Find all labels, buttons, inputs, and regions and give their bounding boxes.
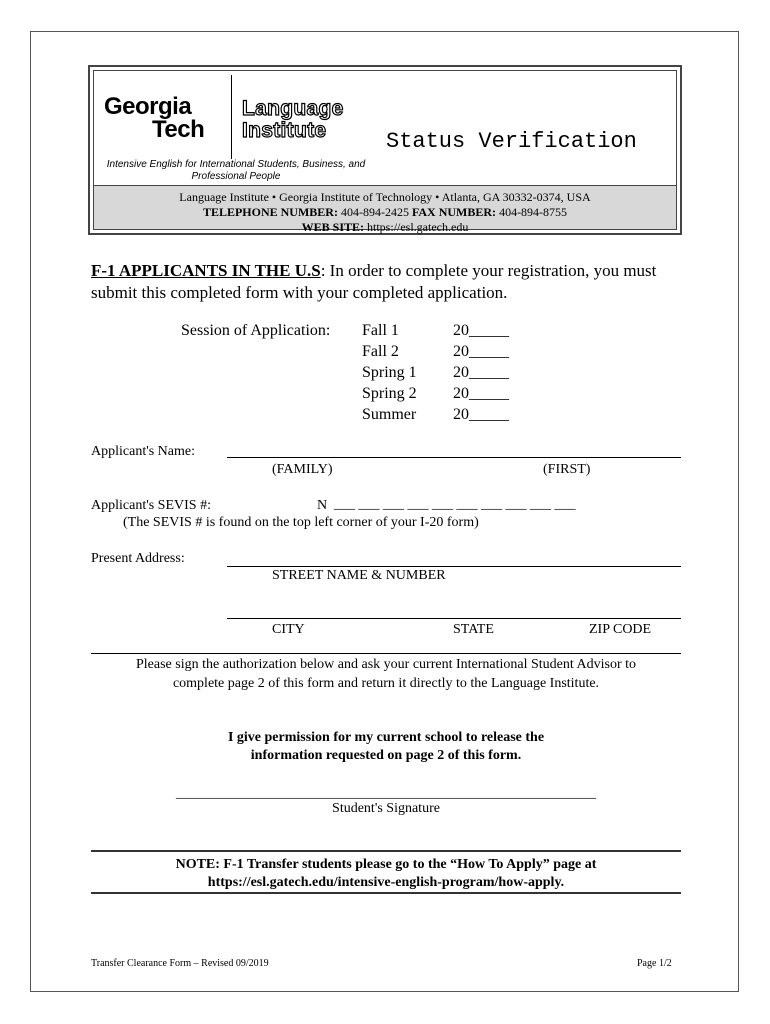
logo-language-text: Language bbox=[242, 97, 344, 120]
document-title: Status Verification bbox=[386, 129, 637, 154]
city-caption: CITY bbox=[272, 622, 305, 637]
letterhead bbox=[88, 65, 682, 235]
signature-caption: Student's Signature bbox=[332, 801, 440, 816]
letterhead-inner bbox=[93, 70, 677, 234]
name-field-line[interactable] bbox=[227, 457, 681, 458]
sevis-label: Applicant's SEVIS #: bbox=[91, 498, 211, 513]
session-year-fall2[interactable]: 20_____ bbox=[453, 343, 509, 360]
tagline: Intensive English for International Students, Business, and Professional People bbox=[106, 159, 366, 182]
contact-phone-fax bbox=[94, 205, 676, 220]
sevis-blanks[interactable]: ___ ___ ___ ___ ___ ___ ___ ___ ___ ___ bbox=[334, 497, 576, 512]
fax-label: FAX NUMBER: bbox=[411, 205, 497, 219]
note-line1: NOTE: F-1 Transfer students please go to the “How To Apply” page at bbox=[175, 857, 597, 872]
address-label: Present Address: bbox=[91, 551, 185, 566]
permission-line1: I give permission for my current school to release the bbox=[227, 730, 545, 745]
web-label: WEB SITE: bbox=[301, 220, 365, 234]
session-year-spring1[interactable]: 20_____ bbox=[453, 364, 509, 381]
footer-form-revision: Transfer Clearance Form – Revised 09/2019 bbox=[91, 958, 269, 969]
instructions-line1: Please sign the authorization below and ask your current International Student Advisor to bbox=[136, 657, 636, 672]
logo-divider bbox=[231, 75, 232, 159]
logo-institute-text: Institute bbox=[242, 119, 327, 142]
session-year-spring2[interactable]: 20_____ bbox=[453, 385, 509, 402]
intro-heading: F-1 APPLICANTS IN THE U.S bbox=[91, 261, 321, 280]
session-term-fall2: Fall 2 bbox=[362, 343, 399, 360]
sevis-note: (The SEVIS # is found on the top left corner of your I-20 form) bbox=[123, 515, 479, 530]
city-field-line[interactable] bbox=[227, 618, 681, 619]
permission-line2: information requested on page 2 of this form. bbox=[250, 748, 522, 763]
footer-page-number: Page 1/2 bbox=[637, 958, 672, 969]
session-term-summer: Summer bbox=[362, 406, 417, 423]
instructions-line2: complete page 2 of this form and return it directly to the Language Institute. bbox=[172, 676, 600, 691]
logo-tech-text: Tech bbox=[152, 116, 205, 143]
sevis-prefix: N bbox=[317, 498, 328, 513]
note-bottom-rule bbox=[91, 892, 681, 894]
zip-caption: ZIP CODE bbox=[589, 622, 652, 637]
logo-georgia-text: Georgia bbox=[104, 93, 192, 120]
intro-text: : In order to complete your registration, you must submit this completed form with your completed application. bbox=[91, 261, 657, 302]
session-label: Session of Application: bbox=[181, 322, 331, 339]
signature-line[interactable]: ____________________________________________________________ bbox=[176, 786, 596, 801]
state-caption: STATE bbox=[453, 622, 494, 637]
name-first-caption: (FIRST) bbox=[543, 462, 591, 477]
street-caption: STREET NAME & NUMBER bbox=[272, 568, 446, 583]
contact-panel bbox=[94, 185, 676, 234]
session-year-fall1[interactable]: 20_____ bbox=[453, 322, 509, 339]
note-line2: https://esl.gatech.edu/intensive-english-program/how-apply. bbox=[207, 875, 565, 890]
fax-number: 404-894-8755 bbox=[499, 205, 568, 219]
note-top-rule bbox=[91, 850, 681, 852]
web-url: https://esl.gatech.edu bbox=[367, 220, 469, 234]
section-divider bbox=[91, 653, 681, 654]
session-term-fall1: Fall 1 bbox=[362, 322, 399, 339]
name-label: Applicant's Name: bbox=[91, 444, 195, 459]
name-family-caption: (FAMILY) bbox=[272, 462, 333, 477]
contact-address: Language Institute • Georgia Institute of Technology • Atlanta, GA 30332-0374, USA bbox=[179, 190, 591, 204]
phone-number: 404-894-2425 bbox=[340, 205, 409, 219]
phone-label: TELEPHONE NUMBER: bbox=[202, 205, 338, 219]
contact-web bbox=[94, 220, 676, 235]
intro-paragraph bbox=[91, 260, 691, 304]
session-term-spring2: Spring 2 bbox=[362, 385, 417, 402]
session-term-spring1: Spring 1 bbox=[362, 364, 417, 381]
session-year-summer[interactable]: 20_____ bbox=[453, 406, 509, 423]
